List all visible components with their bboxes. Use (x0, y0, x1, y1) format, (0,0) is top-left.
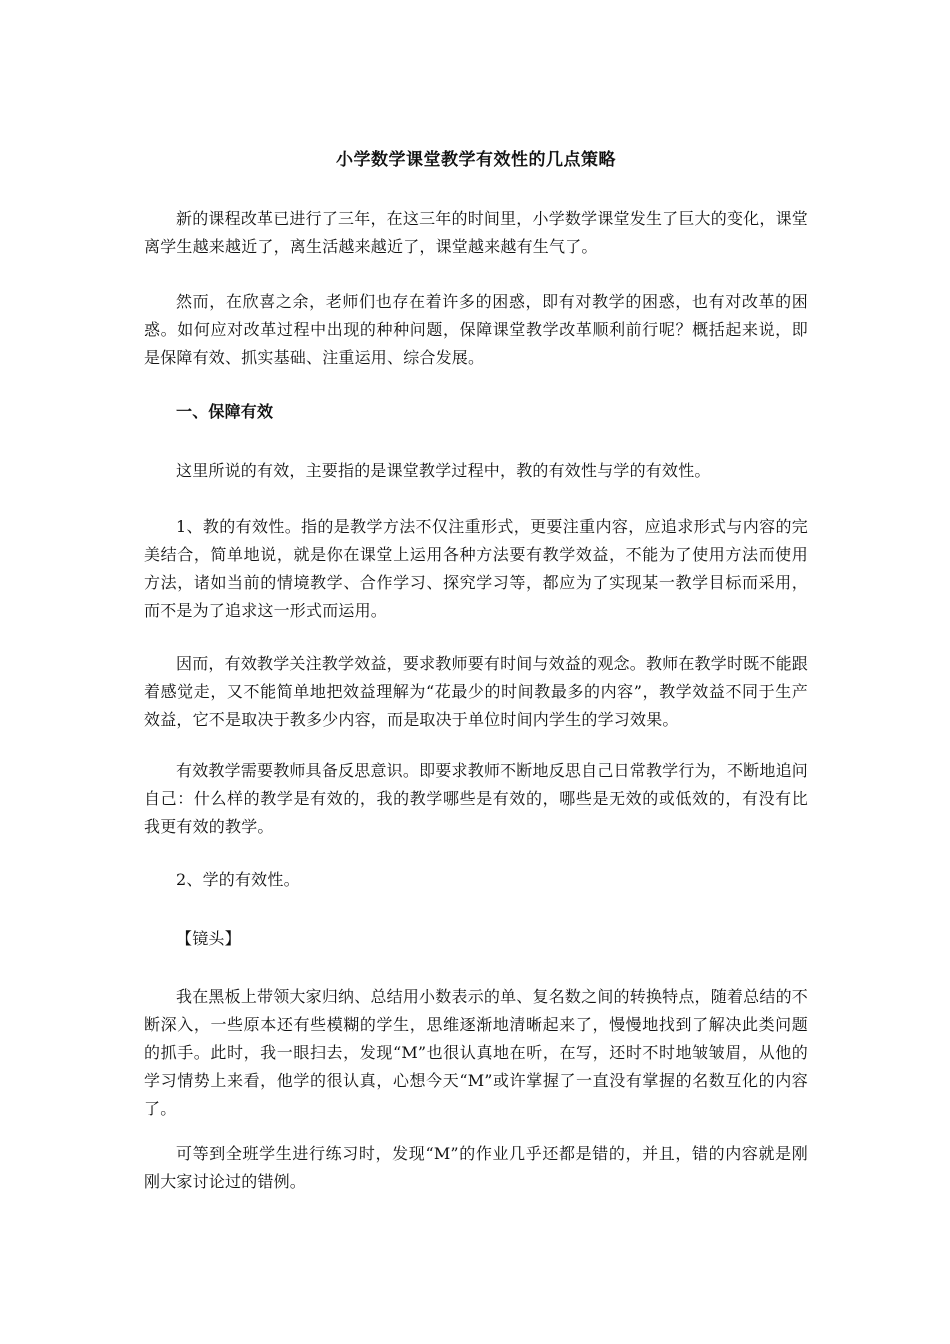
paragraph-effectiveness-definition: 这里所说的有效，主要指的是课堂教学过程中，教的有效性与学的有效性。 (176, 461, 711, 480)
section-heading-ensure-effectiveness: 一、保障有效 (176, 402, 274, 421)
paragraph-intro: 新的课程改革已进行了三年，在这三年的时间里，小学数学课堂发生了巨大的变化，课堂离学生越来越近了，离生活越来越近了，课堂越来越有生气了。 (144, 209, 808, 256)
paragraph-teaching-effectiveness: 1、教的有效性。指的是教学方法不仅注重形式，更要注重内容，应追求形式与内容的完美结合，简单地说，就是你在课堂上运用各种方法要有教学效益，不能为了使用方法而使用方法，诸如当前的情境教学、合作学习、探究学习等，都应为了实现某一教学目标而采用，而不是为了追求这一形式而运用。 (144, 517, 808, 620)
document-page (144, 0, 808, 1344)
paragraph-teaching-benefit: 因而，有效教学关注教学效益，要求教师要有时间与效益的观念。教师在教学时既不能跟着感觉走，又不能简单地把效益理解为“花最少的时间教最多的内容”，教学效益不同于生产效益，它不是取决于教多少内容，而是取决于单位时间内学生的学习效果。 (144, 654, 808, 729)
paragraph-learning-effectiveness: 2、学的有效性。 (176, 870, 300, 889)
paragraph-scene-story: 我在黑板上带领大家归纳、总结用小数表示的单、复名数之间的转换特点，随着总结的不断深入，一些原本还有些模糊的学生，思维逐渐地清晰起来了，慢慢地找到了解决此类问题的抓手。此时，我一眼扫去，发现“M”也很认真地在听，在写，还时不时地皱皱眉，从他的学习情势上来看，他学的很认真，心想今天“M”或许掌握了一直没有掌握的名数互化的内容了。 (144, 987, 808, 1118)
paragraph-scene-result: 可等到全班学生进行练习时，发现“M”的作业几乎还都是错的，并且，错的内容就是刚刚大家讨论过的错例。 (144, 1144, 808, 1191)
paragraph-scene-label: 【镜头】 (176, 929, 241, 948)
paragraph-confusion: 然而，在欣喜之余，老师们也存在着许多的困惑，即有对教学的困惑，也有对改革的困惑。如何应对改革过程中出现的种种问题，保障课堂教学改革顺利前行呢？概括起来说，即是保障有效、抓实基础、注重运用、综合发展。 (144, 292, 808, 367)
document-title: 小学数学课堂教学有效性的几点策略 (336, 150, 616, 170)
paragraph-reflection: 有效教学需要教师具备反思意识。即要求教师不断地反思自己日常教学行为，不断地追问自己：什么样的教学是有效的，我的教学哪些是有效的，哪些是无效的或低效的，有没有比我更有效的教学。 (144, 761, 808, 836)
